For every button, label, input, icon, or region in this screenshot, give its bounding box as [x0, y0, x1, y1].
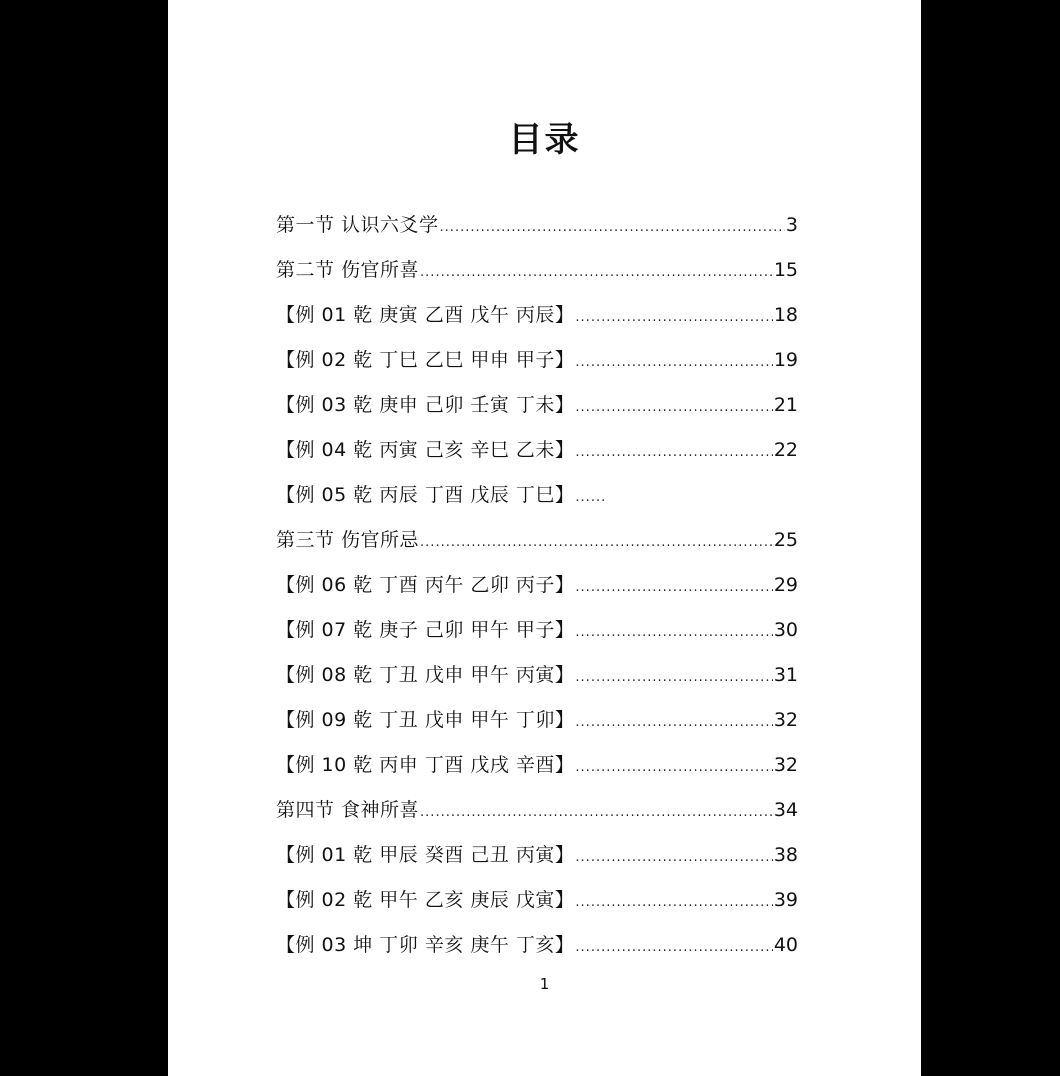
toc-entry-page: 38 — [773, 844, 798, 866]
toc-entry[interactable] — [276, 248, 798, 293]
table-of-contents — [276, 203, 798, 968]
toc-entry-label: 第二节 伤官所喜 — [276, 259, 420, 281]
toc-entry-page: 29 — [773, 574, 798, 596]
toc-leader-dots — [575, 295, 772, 340]
toc-entry-page: 32 — [773, 754, 798, 776]
toc-entry-page: 39 — [773, 889, 798, 911]
page-number: 1 — [539, 975, 550, 993]
toc-entry[interactable] — [276, 473, 798, 518]
toc-leader-dots — [575, 835, 772, 880]
toc-leader-dots — [575, 385, 772, 430]
toc-entry-label: 第四节 食神所喜 — [276, 799, 420, 821]
toc-entry-label: 【例 07 乾 庚子 己卯 甲午 甲子】 — [276, 619, 575, 641]
toc-leader-dots — [420, 520, 773, 565]
toc-leader-dots — [575, 745, 772, 790]
toc-leader-dots — [575, 880, 772, 925]
toc-leader-dots — [575, 475, 605, 520]
toc-leader-dots — [420, 250, 773, 295]
toc-entry[interactable] — [276, 428, 798, 473]
toc-entry-label: 【例 09 乾 丁丑 戊申 甲午 丁卯】 — [276, 709, 575, 731]
toc-entry-label: 【例 03 乾 庚申 己卯 壬寅 丁未】 — [276, 394, 575, 416]
toc-entry[interactable] — [276, 833, 798, 878]
toc-entry[interactable] — [276, 743, 798, 788]
toc-entry-page: 34 — [773, 799, 798, 821]
document-page — [168, 0, 921, 1076]
toc-entry-label: 【例 01 乾 甲辰 癸酉 己丑 丙寅】 — [276, 844, 575, 866]
toc-entry-label: 第三节 伤官所忌 — [276, 529, 420, 551]
toc-entry[interactable] — [276, 563, 798, 608]
toc-leader-dots — [575, 430, 772, 475]
toc-leader-dots — [420, 790, 773, 835]
toc-entry-label: 【例 04 乾 丙寅 己亥 辛巳 乙未】 — [276, 439, 575, 461]
toc-entry-label: 【例 10 乾 丙申 丁酉 戊戌 辛酉】 — [276, 754, 575, 776]
toc-entry[interactable] — [276, 518, 798, 563]
toc-entry-page: 22 — [773, 439, 798, 461]
toc-leader-dots — [575, 565, 772, 610]
toc-entry-label: 【例 02 乾 丁巳 乙巳 甲申 甲子】 — [276, 349, 575, 371]
toc-entry-label: 【例 05 乾 丙辰 丁酉 戊辰 丁巳】 — [276, 484, 575, 506]
toc-entry-label: 第一节 认识六爻学 — [276, 214, 439, 236]
toc-entry[interactable] — [276, 293, 798, 338]
toc-entry[interactable] — [276, 383, 798, 428]
toc-entry-page: 25 — [773, 529, 798, 551]
toc-leader-dots — [575, 610, 772, 655]
toc-entry-label: 【例 08 乾 丁丑 戊申 甲午 丙寅】 — [276, 664, 575, 686]
toc-leader-dots — [575, 340, 772, 385]
toc-entry-label: 【例 06 乾 丁酉 丙午 乙卯 丙子】 — [276, 574, 575, 596]
toc-entry-page: 19 — [773, 349, 798, 371]
toc-leader-dots — [575, 700, 772, 745]
toc-leader-dots — [575, 655, 772, 700]
toc-entry-page: 32 — [773, 709, 798, 731]
toc-entry-page: 18 — [773, 304, 798, 326]
toc-entry-label: 【例 02 乾 甲午 乙亥 庚辰 戊寅】 — [276, 889, 575, 911]
toc-leader-dots — [440, 205, 785, 250]
toc-entry-page: 15 — [773, 259, 798, 281]
toc-entry[interactable] — [276, 878, 798, 923]
toc-entry[interactable] — [276, 338, 798, 383]
toc-entry-page: 21 — [773, 394, 798, 416]
toc-entry[interactable] — [276, 788, 798, 833]
toc-leader-dots — [575, 925, 772, 970]
toc-entry-label: 【例 01 乾 庚寅 乙酉 戊午 丙辰】 — [276, 304, 575, 326]
toc-entry-page: 3 — [785, 214, 798, 236]
toc-entry[interactable] — [276, 923, 798, 968]
toc-entry-label: 【例 03 坤 丁卯 辛亥 庚午 丁亥】 — [276, 934, 575, 956]
toc-entry[interactable] — [276, 653, 798, 698]
toc-entry[interactable] — [276, 608, 798, 653]
toc-entry[interactable] — [276, 203, 798, 248]
toc-entry[interactable] — [276, 698, 798, 743]
toc-entry-page: 31 — [773, 664, 798, 686]
toc-entry-page: 40 — [773, 934, 798, 956]
toc-entry-page: 30 — [773, 619, 798, 641]
page-title: 目录 — [508, 120, 581, 160]
